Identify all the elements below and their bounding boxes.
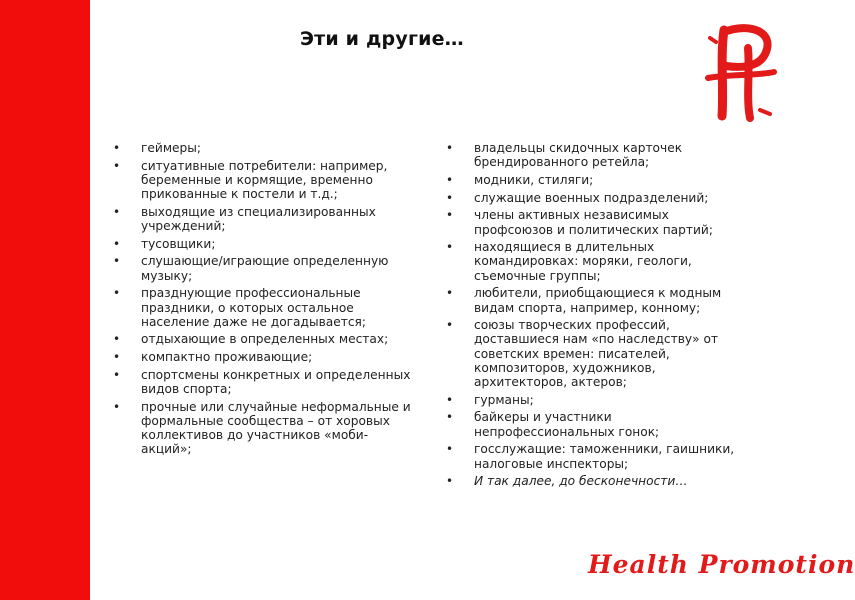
list-item	[113, 332, 413, 346]
list-item-text: прочные или случайные неформальные и формальные сообщества – от хоровых коллективов до участников «моби-акций»;	[141, 399, 411, 457]
right-bullet-list	[446, 141, 751, 492]
list-item	[113, 350, 413, 364]
list-item	[113, 254, 413, 282]
bullet-icon: •	[113, 286, 121, 301]
list-item	[446, 318, 751, 389]
bullet-icon: •	[113, 236, 121, 251]
list-item	[113, 368, 413, 396]
health-promotion-logo-icon	[700, 18, 780, 123]
list-item-text: байкеры и участники непрофессиональных гонок;	[474, 410, 660, 439]
bullet-icon: •	[446, 442, 454, 457]
list-item-text: ситуативные потребители: например, беременные и кормящие, временно прикованные к постели и т.д.;	[141, 158, 388, 202]
list-item-text: модники, стиляги;	[474, 172, 594, 187]
list-item-text: геймеры;	[141, 141, 201, 155]
list-item-text: спортсмены конкретных и определенных видов спорта;	[141, 367, 411, 397]
list-item-text: гурманы;	[474, 392, 534, 407]
list-item-text: служащие военных подразделений;	[474, 190, 709, 205]
brand-wordmark: Health Promotion	[588, 550, 855, 579]
list-item	[446, 191, 751, 205]
list-item-text: отдыхающие в определенных местах;	[141, 332, 389, 347]
bullet-icon: •	[113, 350, 121, 365]
list-item-text: компактно проживающие;	[141, 350, 313, 365]
list-item	[446, 240, 751, 283]
bullet-icon: •	[446, 286, 454, 301]
bullet-icon: •	[446, 474, 454, 489]
bullet-icon: •	[113, 158, 121, 173]
bullet-icon: •	[446, 392, 454, 407]
list-item	[446, 286, 751, 314]
list-item-text: члены активных независимых профсоюзов и политических партий;	[474, 208, 713, 237]
bullet-icon: •	[113, 367, 121, 382]
left-bullet-list	[113, 141, 413, 460]
bullet-icon: •	[113, 254, 121, 269]
bullet-icon: •	[113, 332, 121, 347]
bullet-icon: •	[446, 410, 454, 425]
list-item-text: слушающие/играющие определенную музыку;	[141, 254, 389, 283]
list-item	[113, 205, 413, 233]
bullet-icon: •	[446, 190, 454, 205]
list-item	[446, 393, 751, 407]
list-item	[446, 141, 751, 169]
bullet-icon: •	[113, 399, 121, 414]
list-item	[113, 159, 413, 202]
list-item-text: тусовщики;	[141, 236, 216, 251]
list-item	[446, 208, 751, 236]
list-item	[446, 410, 751, 438]
list-item	[446, 474, 751, 488]
bullet-icon: •	[446, 240, 454, 255]
list-item-text: празднующие профессиональные праздники, о которых остальное население даже не догадывается;	[141, 286, 366, 329]
list-item-text: выходящие из специализированных учреждений;	[141, 204, 376, 234]
list-item-text: И так далее, до бесконечности…	[474, 474, 688, 489]
bullet-icon: •	[446, 141, 454, 155]
bullet-icon: •	[113, 141, 121, 155]
list-item-text: союзы творческих профессий, доставшиеся нам «по наследству» от советских времен: писателей, композиторов, художников, архитекторов, актеров;	[474, 318, 719, 390]
list-item-text: находящиеся в длительных командировках: моряки, геологи, съемочные группы;	[474, 240, 692, 283]
bullet-icon: •	[446, 318, 454, 333]
bullet-icon: •	[446, 172, 454, 187]
bullet-icon: •	[113, 204, 121, 219]
left-red-bar	[0, 0, 90, 600]
list-item	[446, 173, 751, 187]
list-item-text: госслужащие: таможенники, гаишники, налоговые инспекторы;	[474, 442, 735, 471]
list-item	[113, 141, 413, 155]
list-item-text: владельцы скидочных карточек брендированного ретейла;	[474, 141, 683, 170]
bullet-icon: •	[446, 208, 454, 223]
list-item-text: любители, приобщающиеся к модным видам спорта, например, конному;	[474, 286, 722, 315]
list-item	[113, 286, 413, 329]
list-item	[113, 237, 413, 251]
list-item	[446, 442, 751, 470]
list-item	[113, 400, 413, 457]
slide-title: Эти и другие…	[300, 28, 464, 50]
